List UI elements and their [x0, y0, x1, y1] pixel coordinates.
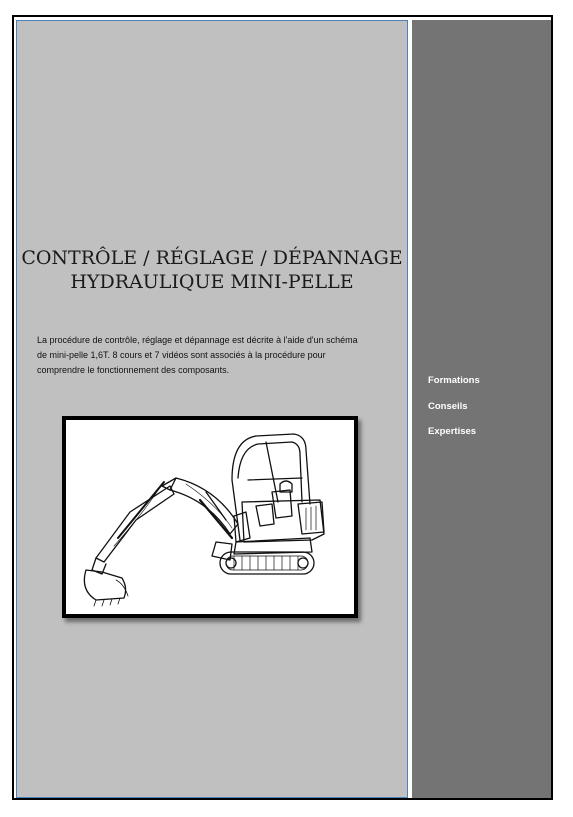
document-title [16, 246, 408, 294]
sidebar-link-conseils[interactable]: Conseils [428, 400, 468, 412]
sidebar-link-formations[interactable]: Formations [428, 375, 480, 386]
sidebar-links [428, 368, 538, 445]
description-line-1: La procédure de contrôle, réglage et dépannage est décrite à l'aide d'un schéma [37, 335, 358, 345]
sidebar-link-expertises[interactable]: Expertises [428, 426, 477, 437]
bucket-icon [84, 570, 125, 600]
cover-left-panel [16, 20, 408, 798]
mini-excavator-illustration [66, 420, 354, 614]
description-line-3: comprendre le fonctionnement des composants. [37, 365, 230, 375]
title-line-2: HYDRAULIQUE MINI-PELLE [70, 271, 354, 293]
title-line-1: CONTRÔLE / RÉGLAGE / DÉPANNAGE [21, 247, 403, 269]
description-line-2: de mini-pelle 1,6T. 8 cours et 7 vidéos sont associés à la procédure pour [37, 350, 326, 360]
document-description [37, 333, 389, 378]
excavator-image-frame [62, 416, 358, 618]
